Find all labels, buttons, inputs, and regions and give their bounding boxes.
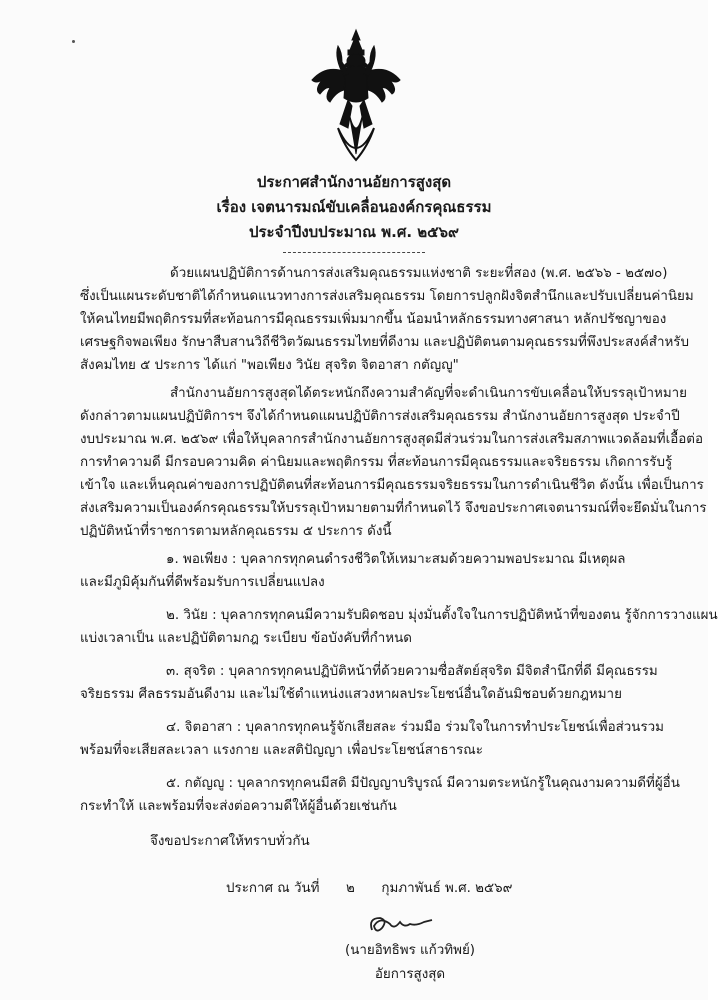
signer-name: (นายอิทธิพร แก้วทิพย์) xyxy=(344,943,476,958)
date-day: ๒ xyxy=(345,881,355,896)
virtue-item-line: ๑. พอเพียง : บุคลากรทุกคนดำรงชีวิตให้เหมาะสมด้วยความพอประมาณ มีเหตุผล xyxy=(166,552,626,567)
date-prefix: ประกาศ ณ วันที่ xyxy=(226,881,320,896)
heading-divider xyxy=(283,252,425,253)
virtue-item-line: กระทำให้ และพร้อมที่จะส่งต่อความดีให้ผู้อื่นด้วยเช่นกัน xyxy=(80,799,397,814)
signer-position: อัยการสูงสุด xyxy=(374,967,446,982)
paragraph-1-line: เศรษฐกิจพอเพียง รักษาสืบสานวิถีชีวิตวัฒนธรรมไทยที่ดีงาม และปฏิบัติตนตามคุณธรรมที่พึงประสงค์สำหรับ xyxy=(80,335,689,350)
paragraph-2-line: งบประมาณ พ.ศ. ๒๕๖๙ เพื่อให้บุคลากรสำนักงานอัยการสูงสุดมีส่วนร่วมในการส่งเสริมสภาพแวดล้อมที่เอื้อต่อ xyxy=(80,432,704,447)
garuda-emblem-icon xyxy=(308,28,404,168)
date-month-year: กุมภาพันธ์ พ.ศ. ๒๕๖๙ xyxy=(381,881,513,896)
virtue-item-line: ๔. จิตอาสา : บุคลากรทุกคนรู้จักเสียสละ ร่วมมือ ร่วมใจในการทำประโยชน์เพื่อส่วนรวม xyxy=(166,720,665,735)
heading-line-3: ประจำปีงบประมาณ พ.ศ. ๒๕๖๙ xyxy=(248,223,460,241)
paragraph-1-line: ซึ่งเป็นแผนระดับชาติได้กำหนดแนวทางการส่งเสริมคุณธรรม โดยการปลูกฝังจิตสำนึกและปรับเปลี่ยนค่านิยม xyxy=(80,289,694,304)
virtue-item-line: แบ่งเวลาเป็น และปฏิบัติตามกฎ ระเบียบ ข้อบังคับที่กำหนด xyxy=(80,631,412,646)
heading-line-2: เรื่อง เจตนารมณ์ขับเคลื่อนองค์กรคุณธรรม xyxy=(216,198,492,216)
paragraph-2 xyxy=(80,382,707,543)
virtue-item xyxy=(80,660,658,706)
virtue-list xyxy=(80,548,718,818)
paragraph-1 xyxy=(80,262,694,377)
virtue-item-line: พร้อมที่จะเสียสละเวลา แรงกาย และสติปัญญา เพื่อประโยชน์สาธารณะ xyxy=(80,743,483,758)
virtue-item xyxy=(80,772,680,818)
virtue-item xyxy=(80,548,640,594)
signer-block xyxy=(340,939,480,987)
paragraph-2-line: ส่งเสริมความเป็นองค์กรคุณธรรมให้บรรลุเป้าหมายตามที่กำหนดไว้ จึงขอประกาศเจตนารมณ์ที่จะยึดมั่นในการ xyxy=(80,501,707,516)
paragraph-1-line: ให้คนไทยมีพฤติกรรมที่สะท้อนการมีคุณธรรมเพิ่มมากขึ้น น้อมนำหลักธรรมทางศาสนา หลักปรัชญาของ xyxy=(80,312,667,327)
paragraph-2-line: สำนักงานอัยการสูงสุดได้ตระหนักถึงความสำคัญที่จะดำเนินการขับเคลื่อนให้บรรลุเป้าหมาย xyxy=(170,386,688,401)
paragraph-1-line: สังคมไทย ๕ ประการ ได้แก่ "พอเพียง วินัย สุจริต จิตอาสา กตัญญู" xyxy=(80,358,459,373)
scan-speck xyxy=(72,40,75,43)
virtue-item-line: และมีภูมิคุ้มกันที่ดีพร้อมรับการเปลี่ยนแปลง xyxy=(80,575,325,590)
paragraph-2-line: ดังกล่าวตามแผนปฏิบัติการฯ จึงได้กำหนดแผนปฏิบัติการส่งเสริมคุณธรรม สำนักงานอัยการสูงสุด ประจำปี xyxy=(80,409,680,424)
virtue-item xyxy=(80,716,665,762)
paragraph-2-line: เข้าใจ และเห็นคุณค่าของการปฏิบัติตนที่สะท้อนการมีคุณธรรมจริยธรรมในการดำเนินชีวิต ดังนั้น เพื่อเป็นการ xyxy=(80,478,704,493)
paragraph-1-line: ด้วยแผนปฏิบัติการด้านการส่งเสริมคุณธรรมแห่งชาติ ระยะที่สอง (พ.ศ. ๒๕๖๖ - ๒๕๗๐) xyxy=(170,266,668,281)
handwritten-signature xyxy=(366,912,436,938)
paragraph-2-line: การทำความดี มีกรอบความคิด ค่านิยมและพฤติกรรม ที่สะท้อนการมีคุณธรรมและจริยธรรม เกิดการรับรู้ xyxy=(80,455,673,470)
virtue-item-line: ๒. วินัย : บุคลากรทุกคนมีความรับผิดชอบ มุ่งมั่นตั้งใจในการปฏิบัติหน้าที่ของตน รู้จักการวางแผน xyxy=(166,608,718,623)
announcement-heading xyxy=(0,170,708,245)
heading-line-1: ประกาศสำนักงานอัยการสูงสุด xyxy=(256,173,452,191)
virtue-item-line: ๓. สุจริต : บุคลากรทุกคนปฏิบัติหน้าที่ด้วยความซื่อสัตย์สุจริต มีจิตสำนึกที่ดี มีคุณธรรม xyxy=(166,664,658,679)
virtue-item xyxy=(80,604,718,650)
announcement-date xyxy=(226,877,512,898)
paragraph-2-line: ปฏิบัติหน้าที่ราชการตามหลักคุณธรรม ๕ ประการ ดังนี้ xyxy=(80,524,392,539)
virtue-item-line: จริยธรรม ศีลธรรมอันดีงาม และไม่ใช้ตำแหน่งแสวงหาผลประโยชน์อื่นใดอันมิชอบด้วยกฎหมาย xyxy=(80,687,622,702)
virtue-item-line: ๕. กตัญญู : บุคลากรทุกคนมีสติ มีปัญญาบริบูรณ์ มีความตระหนักรู้ในคุณงามความดีที่ผู้อื่น xyxy=(166,776,680,791)
closing-statement: จึงขอประกาศให้ทราบทั่วกัน xyxy=(150,834,310,849)
